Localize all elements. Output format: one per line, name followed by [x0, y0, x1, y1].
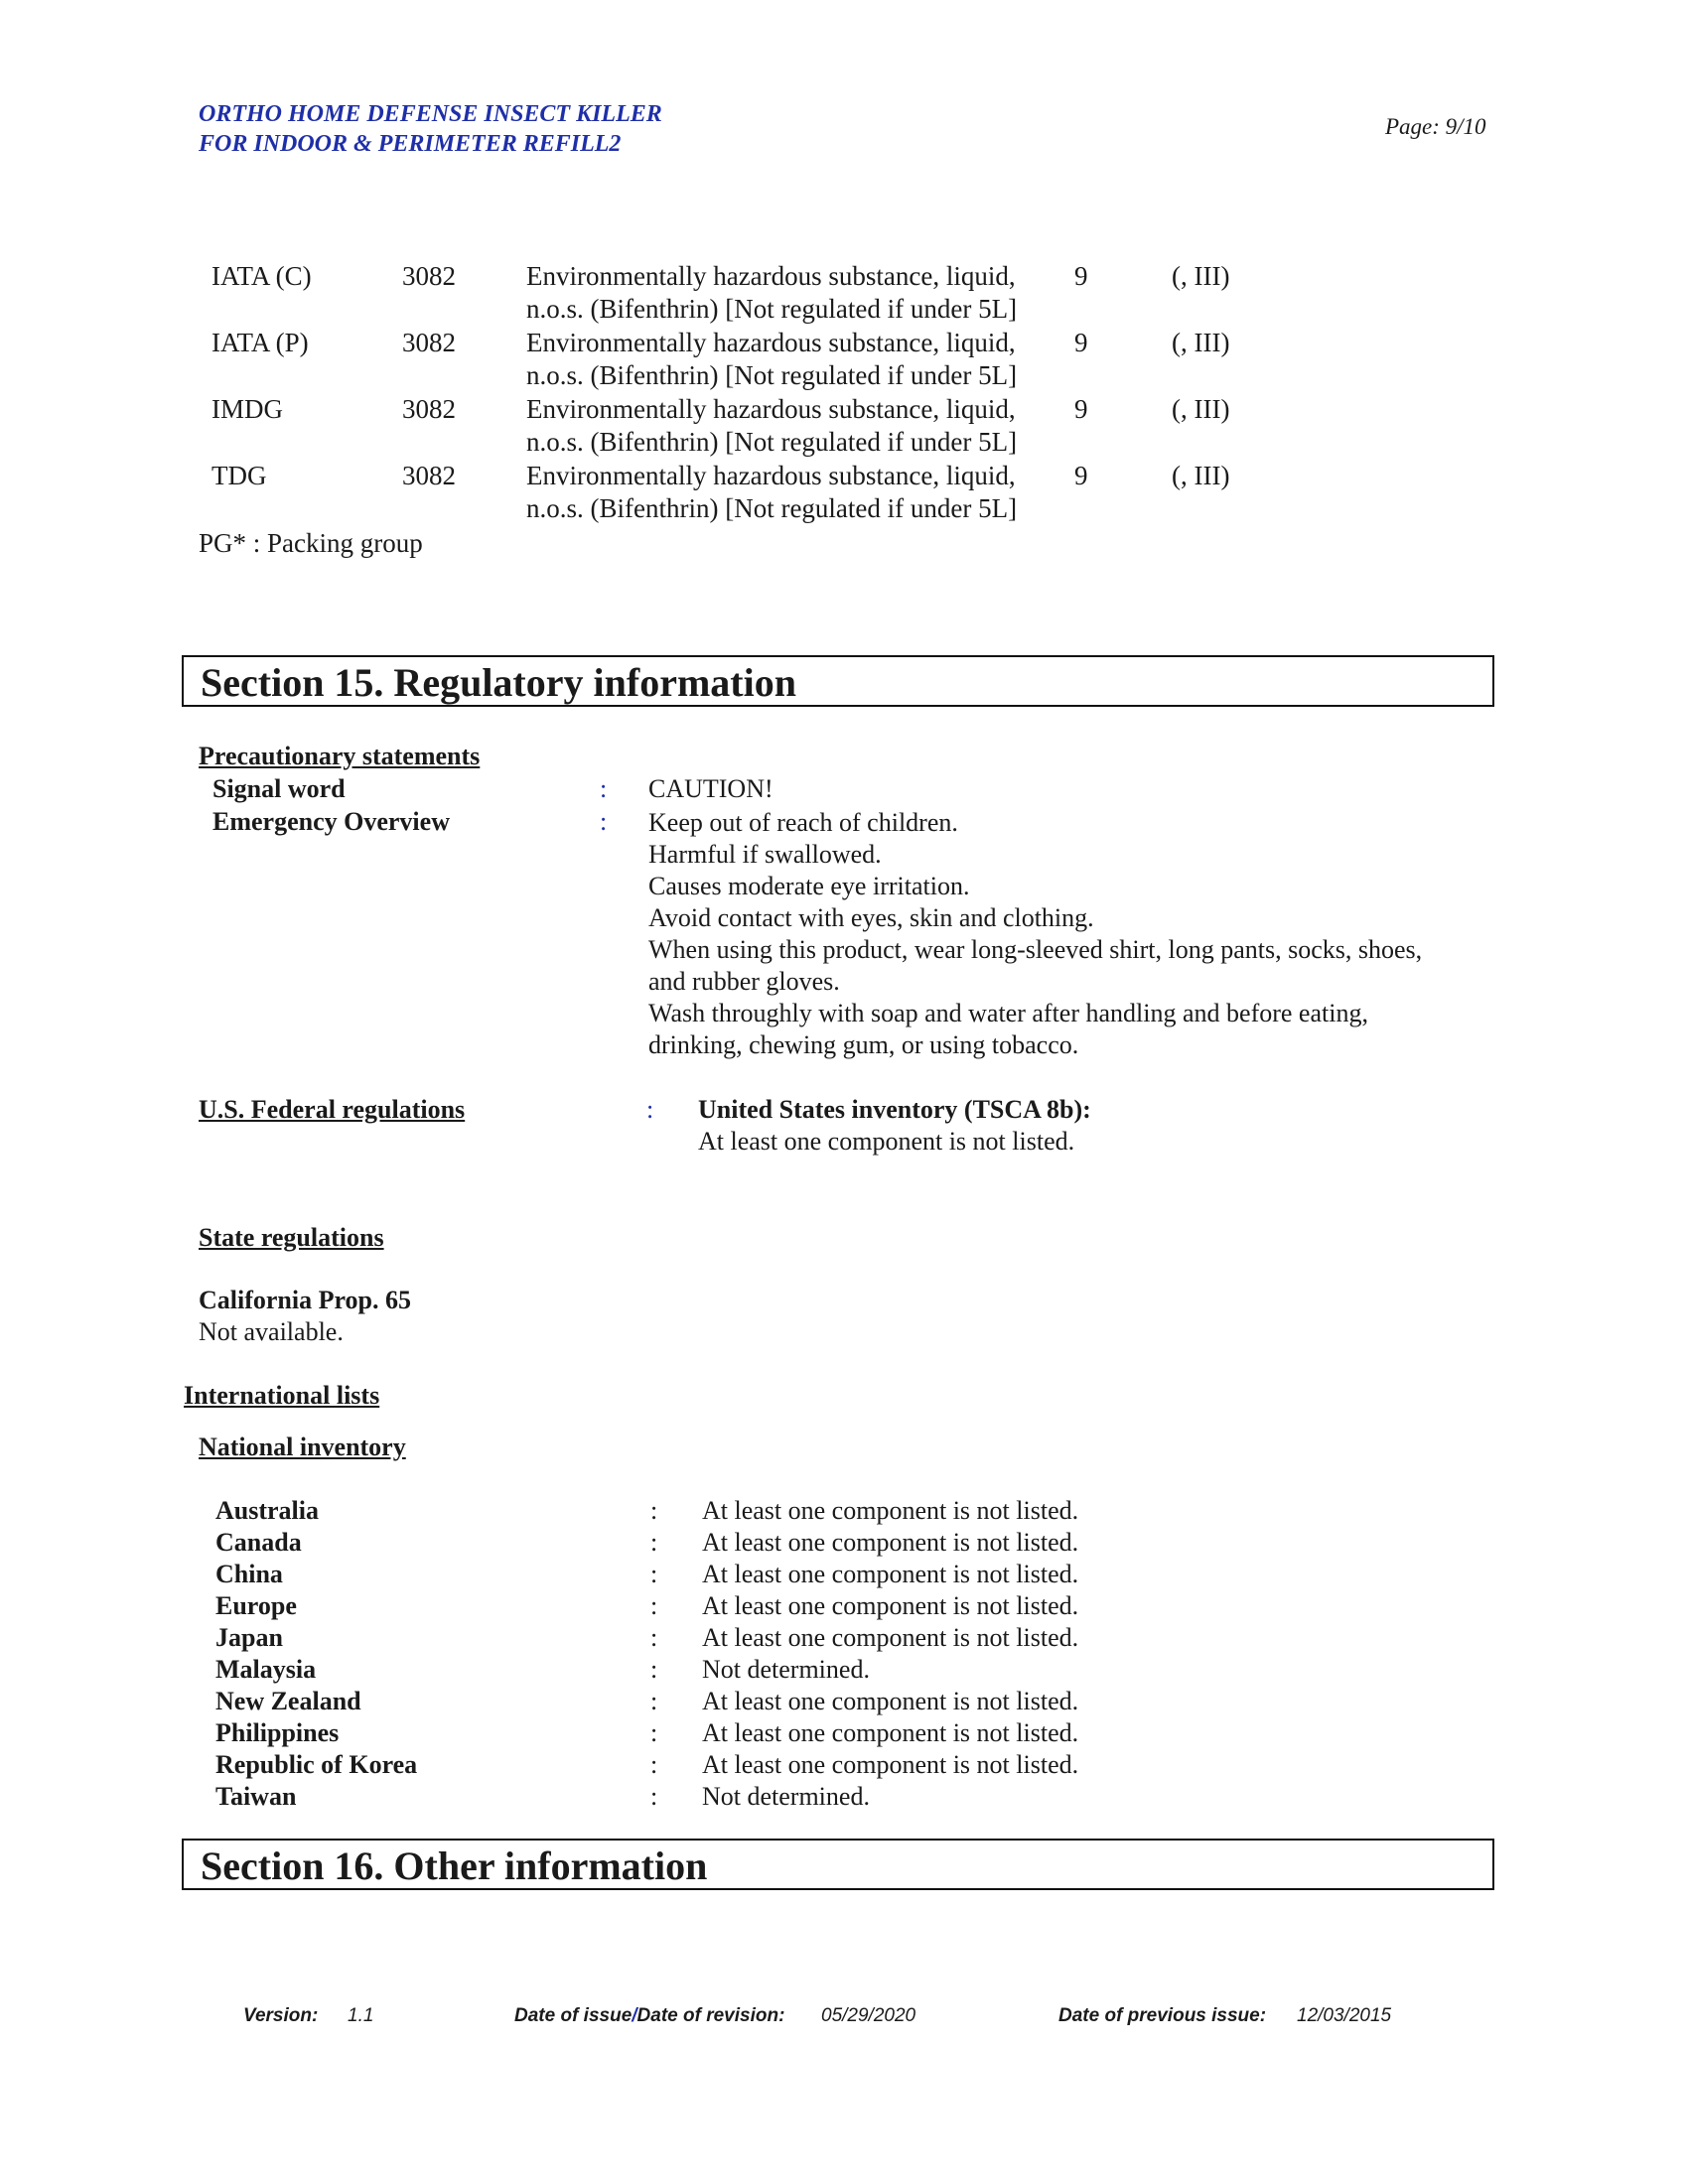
- inventory-country: Philippines: [215, 1718, 340, 1747]
- transport-un-number: 3082: [402, 394, 456, 424]
- issue-date-slash: /: [632, 2005, 637, 2026]
- transport-class: 9: [1074, 261, 1088, 291]
- transport-row: [0, 393, 1688, 459]
- transport-row: [0, 260, 1688, 326]
- transport-shipping-name: [526, 393, 1082, 459]
- shipping-name-line1: Environmentally hazardous substance, liquid,: [526, 461, 1016, 490]
- emergency-line: Keep out of reach of children.: [648, 808, 958, 837]
- tsca-inventory-value: At least one component is not listed.: [698, 1127, 1075, 1156]
- inventory-status: At least one component is not listed.: [702, 1591, 1079, 1620]
- inventory-colon: :: [650, 1496, 658, 1525]
- inventory-country: Australia: [215, 1496, 319, 1525]
- emergency-overview-label: Emergency Overview: [212, 807, 450, 836]
- transport-regulation: IATA (P): [211, 328, 309, 357]
- inventory-colon: :: [650, 1528, 658, 1557]
- emergency-line: drinking, chewing gum, or using tobacco.: [648, 1030, 1079, 1059]
- inventory-country: Europe: [215, 1591, 297, 1620]
- section-15-title: Section 15. Regulatory information: [201, 660, 796, 705]
- inventory-status: At least one component is not listed.: [702, 1560, 1079, 1588]
- inventory-status: At least one component is not listed.: [702, 1750, 1079, 1779]
- inventory-status: At least one component is not listed.: [702, 1687, 1079, 1715]
- section-16-title: Section 16. Other information: [201, 1843, 708, 1888]
- transport-row: [0, 460, 1688, 525]
- section-16-header: [182, 1839, 1494, 1890]
- state-regulations-heading: State regulations: [199, 1223, 384, 1252]
- document-title-line2: FOR INDOOR & PERIMETER REFILL2: [199, 131, 622, 157]
- inventory-row: [0, 1781, 1688, 1813]
- inventory-row: [0, 1717, 1688, 1749]
- transport-row: [0, 327, 1688, 392]
- issue-date-label: [514, 2005, 784, 2027]
- issue-date-value: 05/29/2020: [821, 2005, 916, 2026]
- inventory-country: Republic of Korea: [215, 1750, 418, 1779]
- inventory-country: New Zealand: [215, 1687, 361, 1715]
- federal-colon: :: [646, 1095, 654, 1124]
- signal-word-colon: :: [600, 774, 608, 803]
- us-federal-regulations-heading: U.S. Federal regulations: [199, 1095, 466, 1124]
- transport-un-number: 3082: [402, 461, 456, 490]
- shipping-name-line2: n.o.s. (Bifenthrin) [Not regulated if under 5L]: [526, 360, 1018, 390]
- emergency-line: Harmful if swallowed.: [648, 840, 882, 869]
- inventory-colon: :: [650, 1687, 658, 1715]
- tsca-inventory-label: United States inventory (TSCA 8b):: [698, 1095, 1091, 1124]
- signal-word-value: CAUTION!: [648, 774, 774, 803]
- emergency-overview-colon: :: [600, 807, 608, 836]
- page-number: Page: 9/10: [1385, 114, 1486, 139]
- inventory-status: Not determined.: [702, 1782, 870, 1811]
- transport-class: 9: [1074, 394, 1088, 424]
- transport-regulation: TDG: [211, 461, 267, 490]
- inventory-colon: :: [650, 1560, 658, 1588]
- inventory-country: Canada: [215, 1528, 302, 1557]
- shipping-name-line1: Environmentally hazardous substance, liquid,: [526, 394, 1016, 424]
- document-title-line1: ORTHO HOME DEFENSE INSECT KILLER: [199, 101, 662, 127]
- inventory-status: At least one component is not listed.: [702, 1496, 1079, 1525]
- signal-word-label: Signal word: [212, 774, 346, 803]
- inventory-colon: :: [650, 1750, 658, 1779]
- inventory-row: [0, 1495, 1688, 1527]
- inventory-colon: :: [650, 1782, 658, 1811]
- version-label: Version:: [243, 2005, 319, 2026]
- inventory-status: At least one component is not listed.: [702, 1528, 1079, 1557]
- inventory-row: [0, 1527, 1688, 1559]
- inventory-country: Malaysia: [215, 1655, 317, 1684]
- section-15-header: [182, 655, 1494, 707]
- transport-packing-group: (, III): [1172, 328, 1230, 357]
- shipping-name-line2: n.o.s. (Bifenthrin) [Not regulated if under 5L]: [526, 493, 1018, 523]
- international-lists-heading: International lists: [184, 1381, 380, 1410]
- transport-un-number: 3082: [402, 328, 456, 357]
- issue-date-label-b: Date of revision:: [636, 2005, 785, 2026]
- emergency-line: Avoid contact with eyes, skin and clothing.: [648, 903, 1094, 932]
- inventory-colon: :: [650, 1718, 658, 1747]
- emergency-line: Wash throughly with soap and water after handling and before eating,: [648, 999, 1368, 1027]
- shipping-name-line2: n.o.s. (Bifenthrin) [Not regulated if under 5L]: [526, 294, 1018, 324]
- transport-shipping-name: [526, 327, 1082, 392]
- inventory-status: Not determined.: [702, 1655, 870, 1684]
- national-inventory-heading: National inventory: [199, 1433, 406, 1461]
- inventory-country: Taiwan: [215, 1782, 297, 1811]
- transport-class: 9: [1074, 328, 1088, 357]
- transport-regulation: IMDG: [211, 394, 283, 424]
- transport-regulation: IATA (C): [211, 261, 312, 291]
- issue-date-label-a: Date of issue: [514, 2005, 633, 2026]
- previous-issue-label: Date of previous issue:: [1058, 2005, 1267, 2026]
- transport-class: 9: [1074, 461, 1088, 490]
- emergency-line: and rubber gloves.: [648, 967, 840, 996]
- transport-shipping-name: [526, 460, 1082, 525]
- version-value: 1.1: [348, 2005, 374, 2026]
- transport-packing-group: (, III): [1172, 394, 1230, 424]
- transport-shipping-name: [526, 260, 1082, 326]
- inventory-row: [0, 1654, 1688, 1686]
- shipping-name-line2: n.o.s. (Bifenthrin) [Not regulated if under 5L]: [526, 427, 1018, 457]
- inventory-row: [0, 1559, 1688, 1590]
- california-prop65-label: California Prop. 65: [199, 1286, 412, 1314]
- previous-issue-value: 12/03/2015: [1297, 2005, 1392, 2026]
- transport-un-number: 3082: [402, 261, 456, 291]
- inventory-row: [0, 1590, 1688, 1622]
- emergency-line: Causes moderate eye irritation.: [648, 872, 970, 900]
- inventory-country: Japan: [215, 1623, 283, 1652]
- inventory-colon: :: [650, 1591, 658, 1620]
- california-prop65-value: Not available.: [199, 1317, 344, 1346]
- inventory-status: At least one component is not listed.: [702, 1718, 1079, 1747]
- emergency-line: When using this product, wear long-sleeved shirt, long pants, socks, shoes,: [648, 935, 1423, 964]
- shipping-name-line1: Environmentally hazardous substance, liquid,: [526, 261, 1016, 291]
- inventory-status: At least one component is not listed.: [702, 1623, 1079, 1652]
- inventory-row: [0, 1749, 1688, 1781]
- transport-packing-group: (, III): [1172, 461, 1230, 490]
- precautionary-statements-heading: Precautionary statements: [199, 742, 481, 770]
- shipping-name-line1: Environmentally hazardous substance, liquid,: [526, 328, 1016, 357]
- document-title: [199, 99, 662, 159]
- inventory-row: [0, 1622, 1688, 1654]
- inventory-colon: :: [650, 1623, 658, 1652]
- transport-packing-group: (, III): [1172, 261, 1230, 291]
- inventory-row: [0, 1686, 1688, 1717]
- inventory-country: China: [215, 1560, 283, 1588]
- inventory-colon: :: [650, 1655, 658, 1684]
- packing-group-note: PG* : Packing group: [199, 528, 423, 558]
- emergency-overview-text: [648, 807, 1492, 1061]
